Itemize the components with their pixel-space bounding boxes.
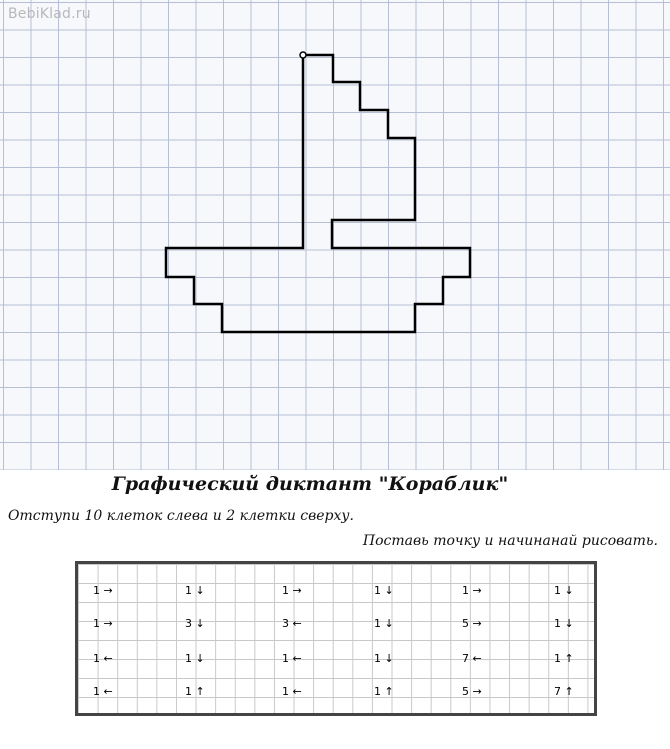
dictation-step: 1 → — [93, 617, 113, 630]
dictation-step: 1 ← — [93, 652, 113, 665]
dictation-table — [75, 561, 597, 716]
dictation-step: 5 → — [462, 617, 482, 630]
dictation-step: 1 ← — [282, 652, 302, 665]
dictation-step: 1 ↓ — [554, 617, 574, 630]
dictation-step: 1 ↑ — [185, 685, 205, 698]
dictation-step: 1 ↑ — [554, 652, 574, 665]
dictation-step: 1 ↓ — [185, 584, 205, 597]
dictation-step: 1 ↓ — [185, 652, 205, 665]
dictation-step: 1 ↑ — [374, 685, 394, 698]
dictation-step: 1 ↓ — [374, 584, 394, 597]
dictation-step: 7 ↑ — [554, 685, 574, 698]
instruction-offset: Отступи 10 клеток слева и 2 клетки сверху. — [8, 508, 354, 524]
watermark: BebiKlad.ru — [8, 6, 91, 22]
instruction-start: Поставь точку и начинанай рисовать. — [362, 533, 658, 549]
dictation-step: 3 ↓ — [185, 617, 205, 630]
dictation-step: 1 ↓ — [554, 584, 574, 597]
dictation-step: 1 ↓ — [374, 652, 394, 665]
dictation-step: 7 ← — [462, 652, 482, 665]
dictation-step: 1 ↓ — [374, 617, 394, 630]
dictation-step: 1 ← — [282, 685, 302, 698]
dictation-step: 3 ← — [282, 617, 302, 630]
start-point — [300, 52, 306, 58]
dictation-step: 1 ← — [93, 685, 113, 698]
boat-outline — [166, 55, 470, 332]
dictation-step: 1 → — [282, 584, 302, 597]
dictation-step: 5 → — [462, 685, 482, 698]
page-title: Графический диктант "Кораблик" — [111, 473, 509, 495]
dictation-step: 1 → — [93, 584, 113, 597]
dictation-step: 1 → — [462, 584, 482, 597]
